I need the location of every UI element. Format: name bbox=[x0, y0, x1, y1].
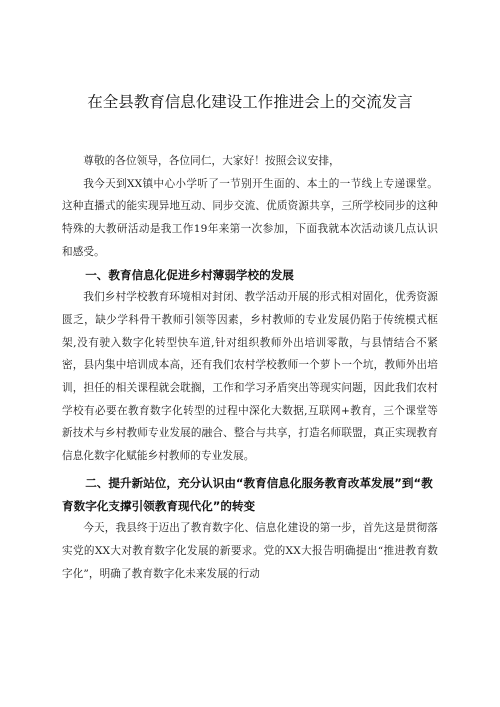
document-body bbox=[62, 150, 438, 585]
section-2-heading: 二、提升新站位，充分认识由“教育信息化服务教育改革发展”到“教育数字化支撑引领教育现代化”的转变 bbox=[62, 475, 433, 513]
section-1-heading: 一、教育信息化促进乡村薄弱学校的发展 bbox=[85, 267, 294, 282]
section-2-paragraph: 今天，我县终于迈出了教育数字化、信息化建设的第一步，首先这是贯彻落实党的XX大对教育数字化发展的新要求。党的XX大报告明确提出“推进教育数字化”，明确了教育数字化未来发展的行动 bbox=[62, 522, 438, 580]
greeting-paragraph: 尊敬的各位领导，各位同仁，大家好！按照会议安排， bbox=[83, 155, 340, 167]
document-title: 在全县教育信息化建设工作推进会上的交流发言 bbox=[87, 93, 413, 111]
intro-paragraph: 我今天到XX镇中心小学听了一节别开生面的、本土的一节线上专递课堂。这种直播式的能实现异地互动、同步交流、优质资源共享，三所学校同步的这种特殊的大教研活动是我工作19年来第一次参加，下面我就本次活动谈几点认识和感受。 bbox=[62, 177, 438, 258]
section-1-paragraph: 我们乡村学校教育环境相对封闭、教学活动开展的形式相对固化，优秀资源匮乏，缺少学科骨干教师引领等因素，乡村教师的专业发展仍陷于传统模式框架,没有驶入数字化转型快车道,针对组织教师外出培训零散，与县情结合不紧密，县内集中培训成本高，还有我们农村学校教师一个萝卜一个坑，教师外出培训，担任的相关课程就会耽搁，工作和学习矛盾突出等现实问题，因此我们农村学校有必要在教育数字化转型的过程中深化大数据,互联网+教育，三个课堂等新技术与乡村教师专业发展的融合、整合与共享，打造名师联盟，真正实现教育信息化数字化赋能乡村教师的专业发展。 bbox=[62, 291, 438, 463]
